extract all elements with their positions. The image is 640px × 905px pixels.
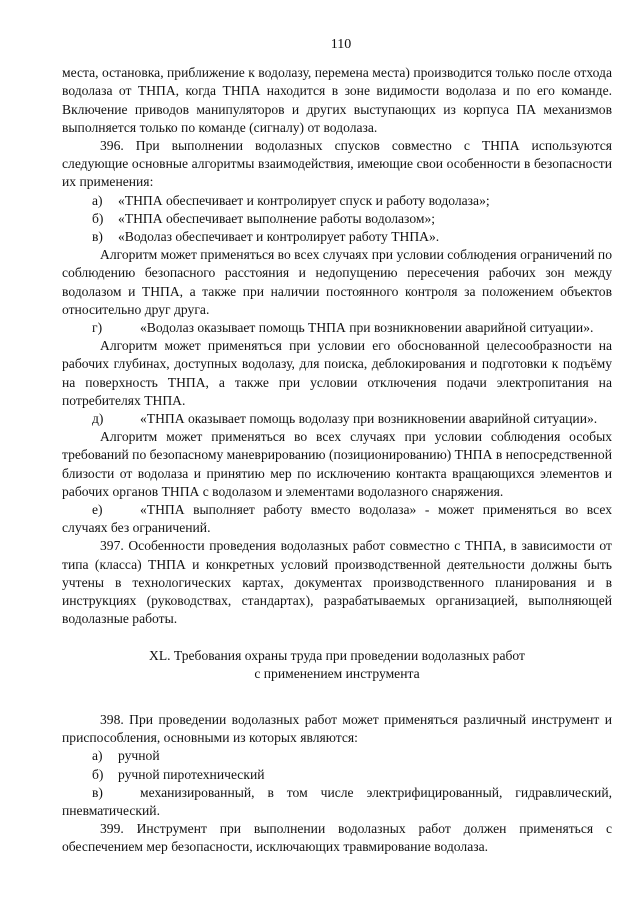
paragraph-397: 397. Особенности проведения водолазных работ совместно с ТНПА, в зависимости от типа (класса) ТНПА и конкретных условий производственной деятельности должны быть учтены в технологических картах, документах производственного планирования и в инструкциях (руководствах, стандартах), разрабатываемых организацией, выполняющей водолазные работы. bbox=[62, 538, 612, 627]
paragraph-396: 396. При выполнении водолазных спусков совместно с ТНПА используются следующие основные алгоритмы взаимодействия, имеющие свои особенности в безопасности их применения: bbox=[62, 138, 612, 190]
section-heading bbox=[62, 647, 612, 683]
list-item bbox=[62, 228, 612, 246]
list-text: «ТНПА оказывает помощь водолазу при возникновении аварийной ситуации». bbox=[140, 411, 598, 427]
list-item bbox=[62, 192, 612, 210]
list-item bbox=[62, 747, 612, 765]
paragraph-algorithm-abv: Алгоритм может применяться во всех случаях при условии соблюдения ограничений по соблюдению безопасного расстояния и недопущению пересечения рабочих зон между водолазом и ТНПА, а также при наличии постоянного контроля за положением объектов относительно друг друга. bbox=[62, 247, 612, 317]
list-item bbox=[62, 319, 612, 337]
list-label: д) bbox=[92, 411, 104, 427]
list-label: в) bbox=[92, 229, 103, 245]
list-label: е) bbox=[92, 502, 103, 518]
list-text: ручной bbox=[118, 748, 160, 764]
list-text: «Водолаз обеспечивает и контролирует работу ТНПА». bbox=[118, 229, 440, 245]
section-heading-line: XL. Требования охраны труда при проведении водолазных работ bbox=[149, 647, 525, 663]
list-text: ручной пиротехнический bbox=[118, 766, 265, 782]
paragraph-399: 399. Инструмент при выполнении водолазных работ должен применяться с обеспечением мер безопасности, исключающих травмирование водолаза. bbox=[62, 821, 612, 855]
list-text: «ТНПА обеспечивает и контролирует спуск и работу водолаза»; bbox=[118, 192, 490, 208]
list-item bbox=[62, 210, 612, 228]
list-item bbox=[62, 410, 612, 428]
list-item bbox=[62, 784, 612, 820]
list-label: а) bbox=[92, 748, 103, 764]
list-label: б) bbox=[92, 210, 104, 226]
list-label: в) bbox=[92, 784, 103, 800]
paragraph-algorithm-g: Алгоритм может применяться при условии его обоснованной целесообразности на рабочих глубинах, доступных водолазу, для поиска, деблокирования и подготовки к подъёму на поверхность ТНПА, а также при условии отключения подачи электропитания на потребителях ТНПА. bbox=[62, 338, 612, 408]
list-text: «ТНПА обеспечивает выполнение работы водолазом»; bbox=[118, 210, 436, 226]
paragraph-intro: места, остановка, приближение к водолазу, перемена места) производится только после отхода водолаза от ТНПА, когда ТНПА находится в зоне видимости водолаза и по его команде. Включение приводов манипуляторов и других выступающих из корпуса ПА механизмов выполняется только по команде (сигналу) от водолаза. bbox=[62, 65, 612, 135]
page-number: 110 bbox=[330, 37, 352, 52]
list-text: «ТНПА выполняет работу вместо водолаза» - может применяться во всех случаях без ограничений. bbox=[62, 502, 612, 536]
list-text: «Водолаз оказывает помощь ТНПА при возникновении аварийной ситуации». bbox=[140, 320, 594, 336]
list-label: б) bbox=[92, 766, 104, 782]
list-item bbox=[62, 501, 612, 537]
paragraph-398: 398. При проведении водолазных работ может применяться различный инструмент и приспособления, основными из которых являются: bbox=[62, 711, 612, 746]
list-label: а) bbox=[92, 192, 103, 208]
list-label: г) bbox=[92, 320, 103, 336]
list-text: механизированный, в том числе электрифицированный, гидравлический, пневматический. bbox=[62, 784, 612, 818]
paragraph-algorithm-d: Алгоритм может применяться во всех случаях при условии соблюдения особых требований по безопасному маневрированию (позиционированию) ТНПА в непосредственной близости от водолаза и принятию мер по исключению контакта вращающихся элементов и рабочих органов ТНПА с водолазом и элементами водолазного снаряжения. bbox=[62, 429, 612, 499]
list-item bbox=[62, 766, 612, 784]
section-heading-line: с применением инструмента bbox=[254, 665, 420, 681]
